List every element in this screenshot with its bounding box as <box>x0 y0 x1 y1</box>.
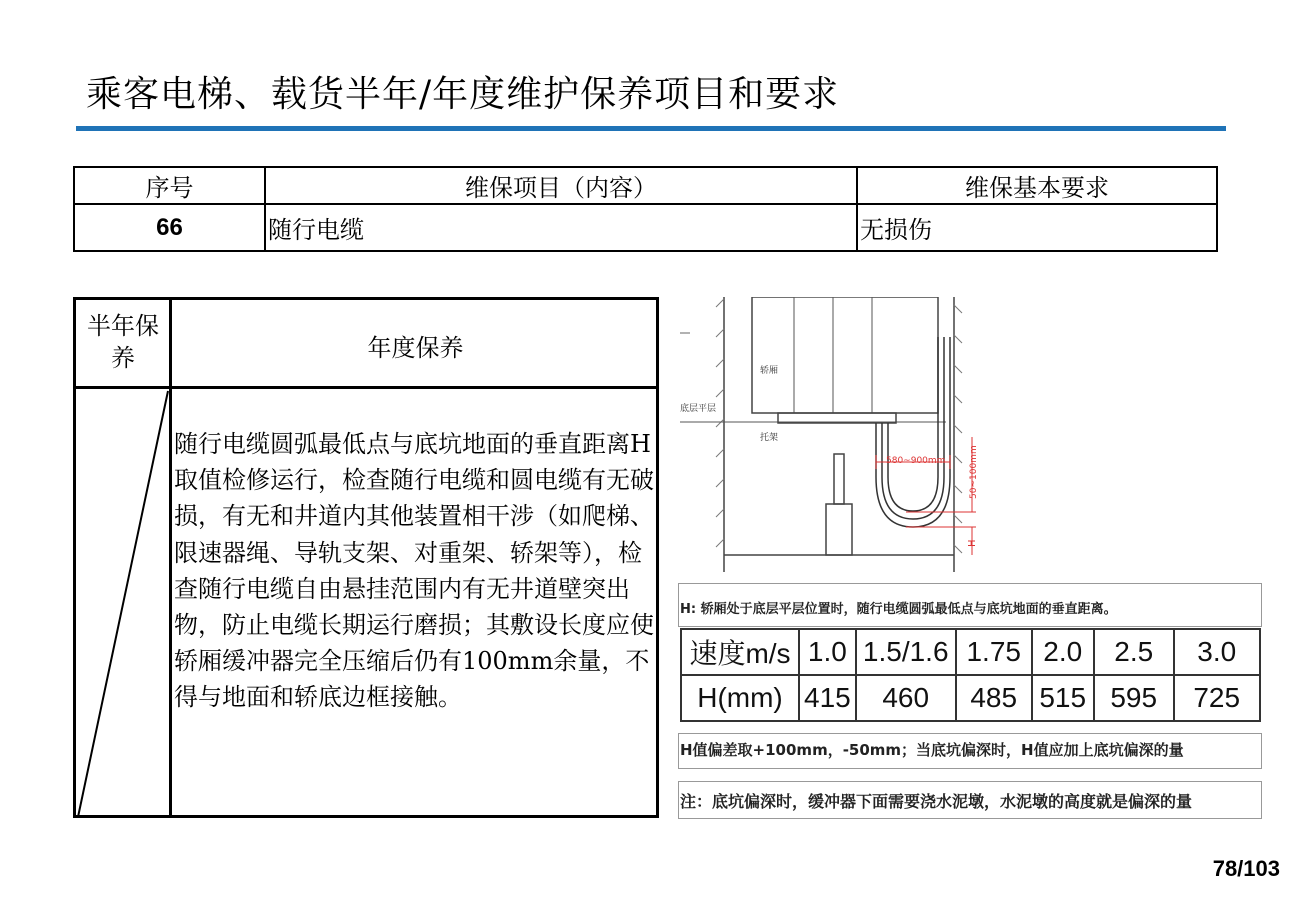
h-cell: 415 <box>799 675 856 721</box>
table-row <box>681 629 1260 675</box>
h-cell: 595 <box>1094 675 1174 721</box>
row-item: 随行电缆 <box>265 204 857 251</box>
speed-cell: 1.0 <box>799 629 856 675</box>
item-table <box>73 166 1218 252</box>
h-tolerance-note: H值偏差取+100mm，-50mm；当底坑偏深时，H值应加上底坑偏深的量 <box>680 741 1184 759</box>
dim-width-label: 580~900mm <box>886 456 946 466</box>
row-number: 66 <box>74 204 265 251</box>
annual-label: 年度保养 <box>367 334 464 362</box>
header-requirement: 维保基本要求 <box>857 167 1217 204</box>
half-year-label: 半年保养 <box>87 312 159 372</box>
header-number: 序号 <box>74 167 265 204</box>
pit-depth-note: 注：底坑偏深时，缓冲器下面需要浇水泥墩，水泥墩的高度就是偏深的量 <box>680 792 1193 811</box>
h-header: H(mm) <box>681 675 799 721</box>
h-cell: 725 <box>1174 675 1260 721</box>
maintenance-table <box>73 297 659 818</box>
page-title: 乘客电梯、载货半年/年度维护保养项目和要求 <box>86 74 840 115</box>
dim-h-label: H <box>967 539 978 547</box>
shaft-diagram <box>676 297 1266 582</box>
floor-level-label: 底层平层 <box>680 404 717 414</box>
annual-description: 随行电缆圆弧最低点与底坑地面的垂直距离H取值检修运行，检查随行电缆和圆电缆有无破损，有无和井道内其他装置相干涉（如爬梯、限速器绳、导轨支架、对重架、轿架等），检查随行电缆自由悬挂范围内有无井道壁突出物，防止电缆长期运行磨损；其敷设长度应使轿厢缓冲器完全压缩后仍有100mm余量，不得与地面和轿底边框接触。 <box>174 430 654 712</box>
item-table-header <box>74 167 1217 204</box>
table-row <box>74 204 1217 251</box>
empty-cell-diagonal <box>76 389 170 818</box>
dim-height-label: 50~100mm <box>969 445 979 499</box>
h-definition-note: H: 轿厢处于底层平层位置时，随行电缆圆弧最低点与底坑地面的垂直距离。 <box>680 602 1117 617</box>
table-row <box>681 675 1260 721</box>
header-item: 维保项目（内容） <box>265 167 857 204</box>
h-cell: 460 <box>856 675 956 721</box>
row-requirement: 无损伤 <box>857 204 1217 251</box>
speed-cell: 2.0 <box>1032 629 1094 675</box>
speed-header: 速度m/s <box>681 629 799 675</box>
bracket-label: 托架 <box>760 433 779 443</box>
speed-h-table <box>680 628 1261 722</box>
h-cell: 515 <box>1032 675 1094 721</box>
car-label: 轿厢 <box>760 366 779 376</box>
h-cell: 485 <box>956 675 1032 721</box>
speed-cell: 1.5/1.6 <box>856 629 956 675</box>
title-underline <box>76 126 1226 131</box>
speed-cell: 3.0 <box>1174 629 1260 675</box>
speed-cell: 2.5 <box>1094 629 1174 675</box>
page-number: 78/103 <box>1212 856 1280 881</box>
speed-cell: 1.75 <box>956 629 1032 675</box>
cable-diagram-figure <box>676 297 1266 822</box>
